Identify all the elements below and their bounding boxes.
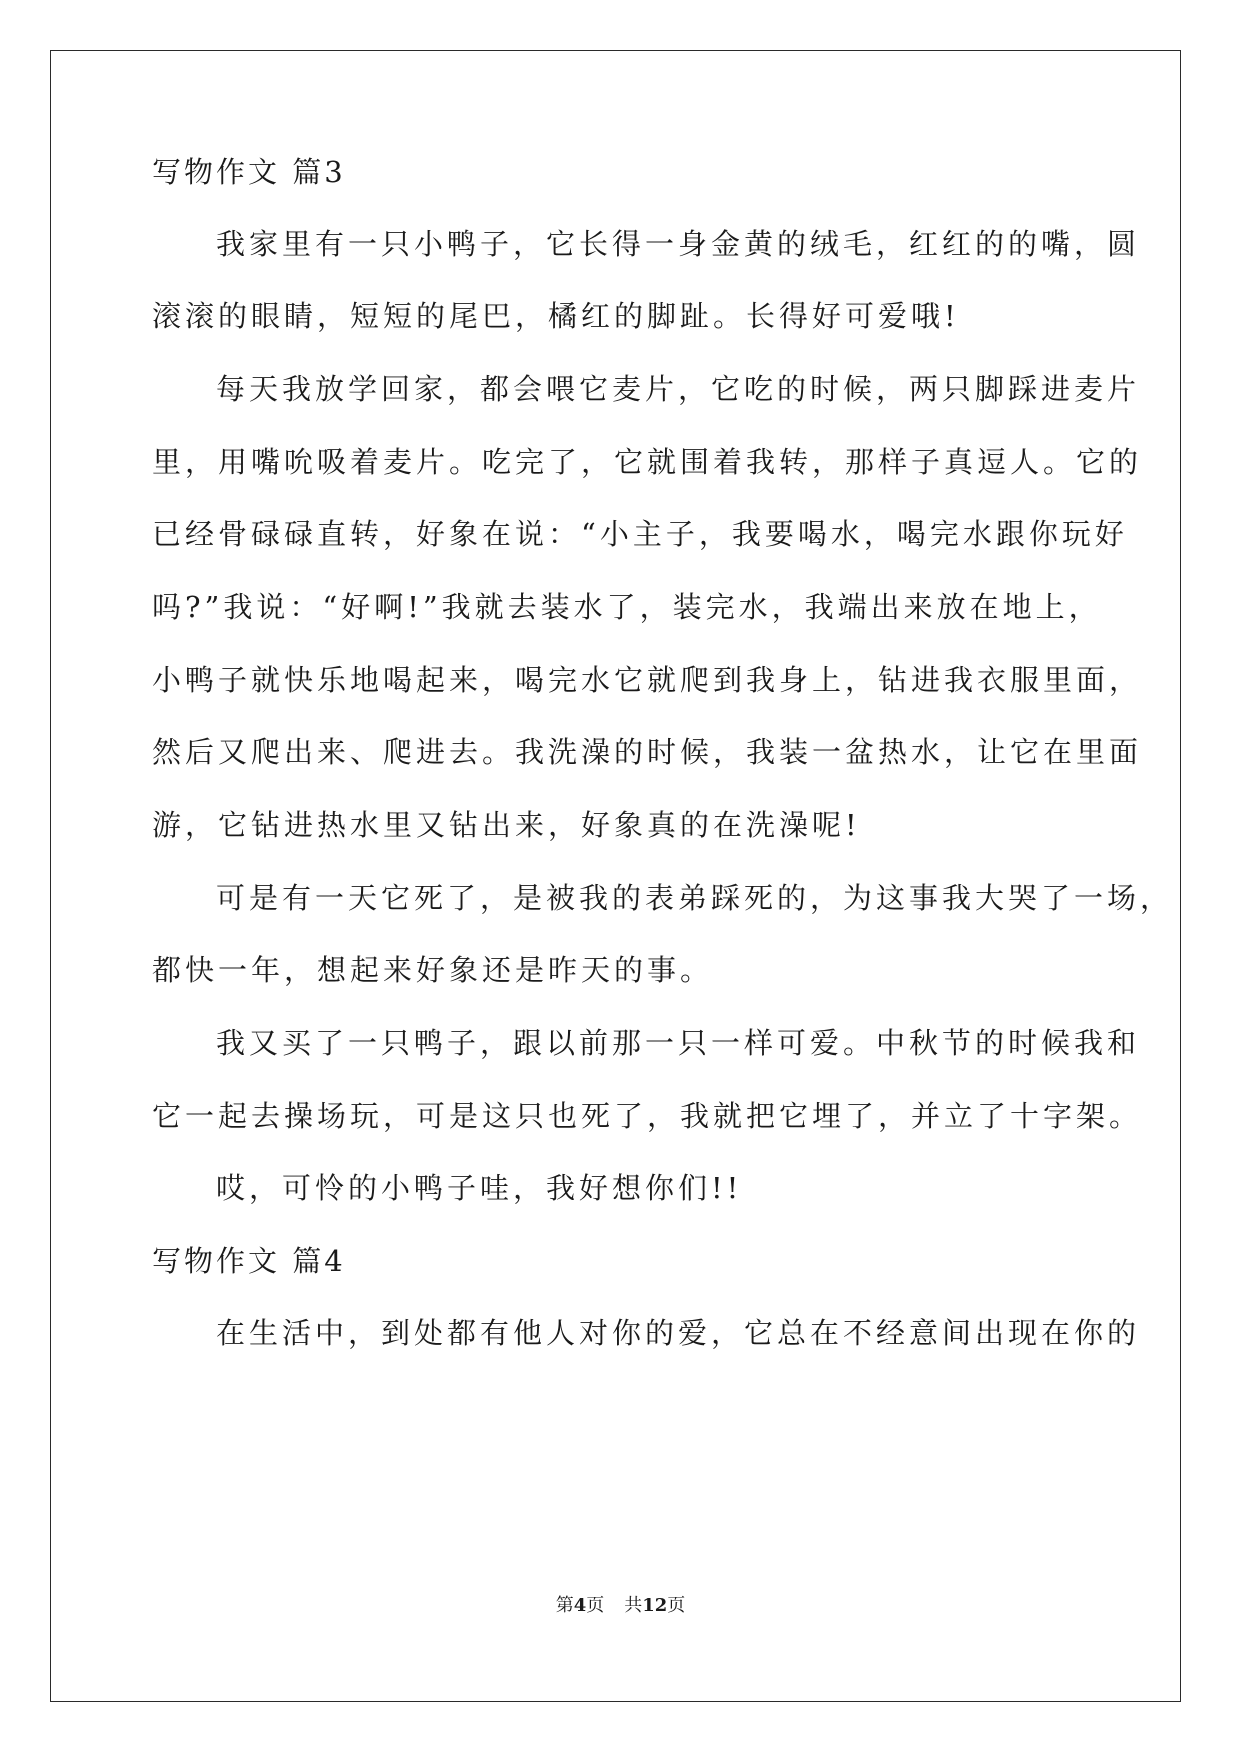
paragraph-line: 已经骨碌碌直转，好象在说：“小主子，我要喝水，喝完水跟你玩好 — [152, 517, 1128, 551]
page-number-suffix: 页 — [586, 1595, 605, 1616]
page-number-prefix: 第 — [555, 1595, 574, 1616]
page-total-suffix: 页 — [667, 1595, 686, 1616]
page-total: 12 — [642, 1595, 668, 1616]
page-footer — [0, 1594, 1241, 1618]
page-number-current: 4 — [573, 1595, 587, 1616]
section-heading-4: 写物作文 篇4 — [152, 1244, 346, 1278]
paragraph-line: 可是有一天它死了，是被我的表弟踩死的，为这事我大哭了一场， — [216, 881, 1174, 915]
paragraph-line: 每天我放学回家，都会喂它麦片，它吃的时候，两只脚踩进麦片 — [216, 372, 1141, 406]
paragraph-line: 它一起去操场玩，可是这只也死了，我就把它埋了，并立了十字架。 — [152, 1099, 1143, 1133]
paragraph-line: 我又买了一只鸭子，跟以前那一只一样可爱。中秋节的时候我和 — [216, 1026, 1141, 1060]
paragraph-line: 哎，可怜的小鸭子哇，我好想你们!! — [216, 1171, 743, 1205]
paragraph-line: 小鸭子就快乐地喝起来，喝完水它就爬到我身上，钻进我衣服里面， — [152, 663, 1143, 697]
paragraph-line: 都快一年，想起来好象还是昨天的事。 — [152, 953, 714, 987]
page-total-prefix: 共 — [624, 1595, 643, 1616]
paragraph-line: 吗?”我说：“好啊!”我就去装水了，装完水，我端出来放在地上， — [152, 590, 1102, 624]
paragraph-line: 然后又爬出来、爬进去。我洗澡的时候，我装一盆热水，让它在里面 — [152, 735, 1143, 769]
paragraph-line: 我家里有一只小鸭子，它长得一身金黄的绒毛，红红的的嘴，圆 — [216, 227, 1141, 261]
paragraph-line: 游，它钻进热水里又钻出来，好象真的在洗澡呢! — [152, 808, 861, 842]
section-heading-3: 写物作文 篇3 — [152, 155, 346, 189]
paragraph-line: 里，用嘴吮吸着麦片。吃完了，它就围着我转，那样子真逗人。它的 — [152, 445, 1143, 479]
paragraph-line: 在生活中，到处都有他人对你的爱，它总在不经意间出现在你的 — [216, 1316, 1141, 1350]
paragraph-line: 滚滚的眼睛，短短的尾巴，橘红的脚趾。长得好可爱哦! — [152, 299, 960, 333]
